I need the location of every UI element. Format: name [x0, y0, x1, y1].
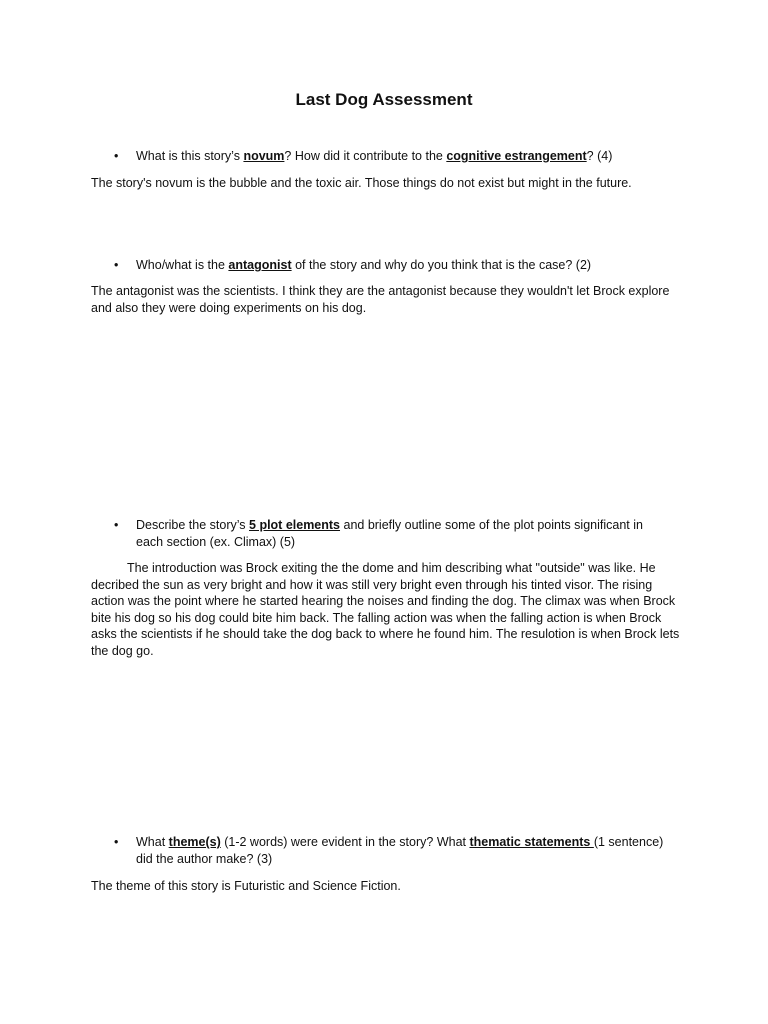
question-text: of the story and why do you think that is the case? (2): [291, 258, 592, 272]
question-text: (1-2 words) were evident in the story? What: [220, 835, 470, 849]
answer-3: The introduction was Brock exiting the the dome and him describing what "outside" was like. He decribed the sun as very bright and how it was still very bright even through his tinted visor. The rising action was the point where he started hearing the noises and finding the dog. The climax was when Brock bite his dog so his dog could bite him back. The falling action was when the falling action is when Brock asks the scientists if he should take the dog back to where he found him. The resulotion is when Brock lets the dog go.: [91, 561, 680, 658]
key-term: theme(s): [168, 835, 221, 849]
question-text: What is this story’s: [136, 149, 244, 163]
bullet-point: •: [114, 149, 119, 163]
question-2: [136, 257, 676, 274]
question-text: and briefly outline some of the plot points significant in each section (ex. Climax) (5): [136, 518, 643, 549]
question-text: ? (4): [586, 149, 613, 163]
key-term: thematic statements: [469, 835, 594, 849]
key-term: 5 plot elements: [249, 518, 341, 532]
key-term: antagonist: [228, 258, 292, 272]
question-4: [136, 834, 681, 868]
bullet-point: •: [114, 835, 119, 849]
question-text: ? How did it contribute to the: [284, 149, 447, 163]
answer-1: The story's novum is the bubble and the toxic air. Those things do not exist but might in the future.: [91, 176, 632, 190]
answer-4: The theme of this story is Futuristic and Science Fiction.: [91, 879, 401, 893]
question-3: [136, 517, 666, 551]
bullet-point: •: [114, 518, 119, 532]
key-term: cognitive estrangement: [446, 149, 587, 163]
answer-2: The antagonist was the scientists. I think they are the antagonist because they wouldn't let Brock explore and also they were doing experiments on his dog.: [91, 284, 670, 315]
page-title: Last Dog Assessment: [295, 90, 473, 109]
question-text: Describe the story’s: [136, 518, 250, 532]
question-text: What: [136, 835, 169, 849]
question-1: [136, 148, 676, 165]
key-term: novum: [243, 149, 285, 163]
bullet-point: •: [114, 258, 119, 272]
question-text: (1 sentence) did the author make? (3): [136, 835, 664, 866]
question-text: Who/what is the: [136, 258, 229, 272]
